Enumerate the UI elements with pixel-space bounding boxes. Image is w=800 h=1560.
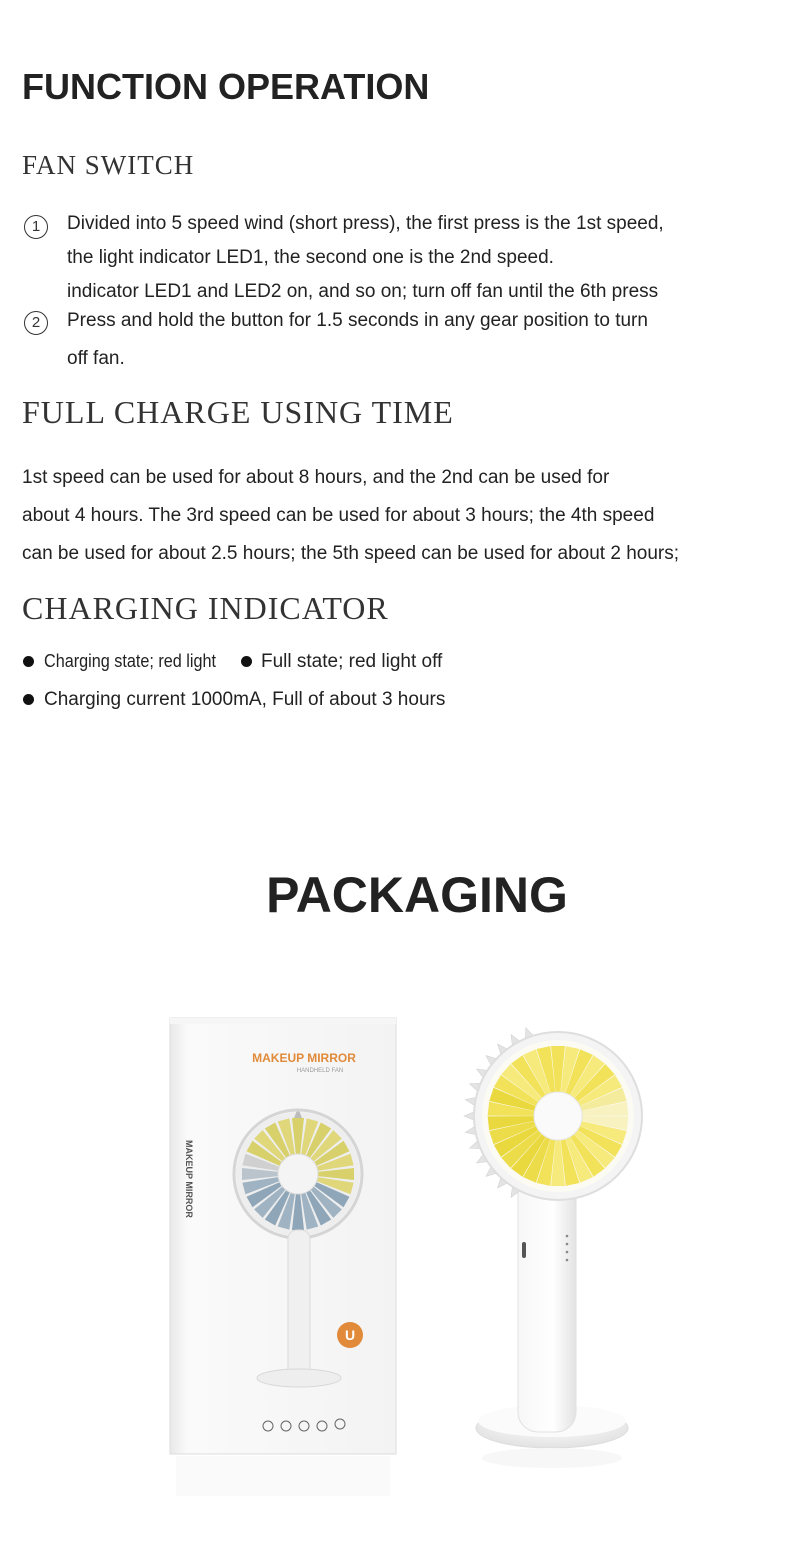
full-charge-line1: 1st speed can be used for about 8 hours, and the 2nd can be used for [22, 467, 610, 488]
item1-line3: indicator LED1 and LED2 on, and so on; turn off fan until the 6th press [67, 281, 659, 302]
handheld-fan [464, 1026, 642, 1468]
item2-line1: Press and hold the button for 1.5 seconds in any gear position to turn [67, 310, 648, 331]
svg-text:MAKEUP MIRROR: MAKEUP MIRROR [252, 1051, 356, 1065]
charging-indicator-heading: CHARGING INDICATOR [22, 590, 389, 626]
item2-marker: 2 [24, 311, 48, 335]
item2-line2: off fan. [67, 348, 125, 369]
product-photo [120, 930, 780, 1560]
bullet1b-text: Full state; red light off [261, 651, 443, 672]
svg-text:MAKEUP MIRROR: MAKEUP MIRROR [184, 1140, 194, 1218]
item1-marker: 1 [24, 215, 48, 239]
bullet1a-text: Charging state; red light [44, 651, 216, 671]
item1-line2: the light indicator LED1, the second one is the 2nd speed. [67, 247, 554, 268]
full-charge-line3: can be used for about 2.5 hours; the 5th speed can be used for about 2 hours; [22, 543, 680, 564]
full-charge-line2: about 4 hours. The 3rd speed can be used for about 3 hours; the 4th speed [22, 505, 655, 526]
bullet2-text: Charging current 1000mA, Full of about 3 hours [44, 689, 446, 710]
bullet-dot [23, 694, 34, 705]
item1-line1: Divided into 5 speed wind (short press), the first press is the 1st speed, [67, 213, 664, 234]
bullet-dot [241, 656, 252, 667]
svg-text:HANDHELD FAN: HANDHELD FAN [296, 1068, 344, 1074]
fan-switch-heading: FAN SWITCH [22, 150, 195, 180]
bullet-dot [23, 656, 34, 667]
page-title: FUNCTION OPERATION [22, 66, 430, 107]
package-box [170, 1018, 396, 1496]
packaging-heading: PACKAGING [266, 867, 568, 923]
svg-text:U: U [344, 1327, 356, 1343]
full-charge-heading: FULL CHARGE USING TIME [22, 394, 454, 430]
